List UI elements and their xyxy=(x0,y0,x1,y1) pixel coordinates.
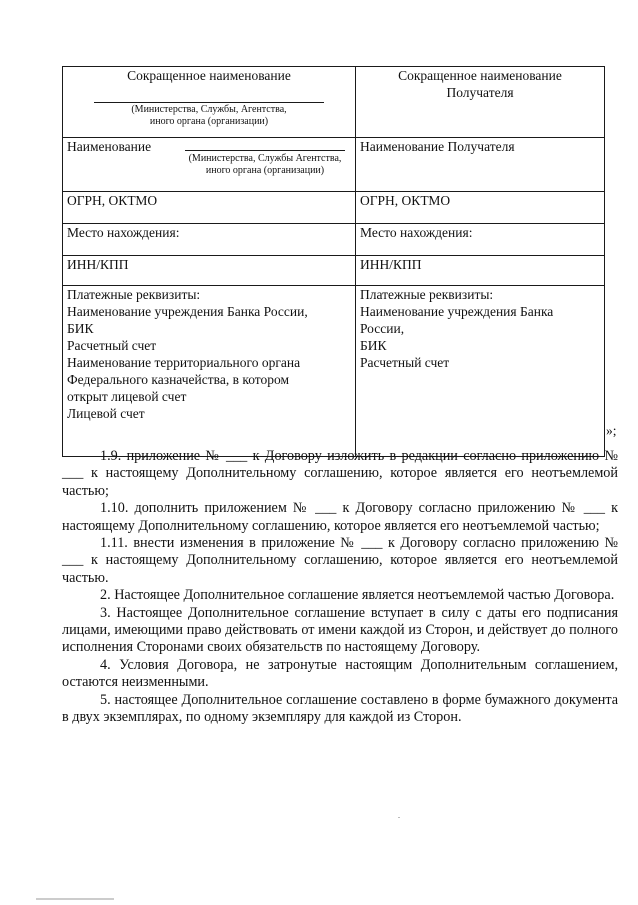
clause-2: 2. Настоящее Дополнительное соглашение является неотъемлемой частью Договора. xyxy=(100,587,615,604)
sender-payment-line: открыт лицевой счет xyxy=(67,389,187,404)
recipient-ogrn-label: ОГРН, ОКТМО xyxy=(360,193,451,208)
sender-payment-line: Лицевой счет xyxy=(67,406,145,421)
clause-1-11: 1.11. внести изменения в приложение № ___ к Договору согласно приложению № ___ к настоящему Дополнительному соглашению, которое является его неотъемлемой частью. xyxy=(62,535,618,586)
sender-payment-line: Платежные реквизиты: xyxy=(67,287,201,302)
sender-short-name-caption-1: (Министерства, Службы, Агентства, xyxy=(131,104,287,115)
table-row xyxy=(63,256,605,286)
recipient-location-cell xyxy=(356,224,605,256)
table-row xyxy=(63,192,605,224)
fill-in-line xyxy=(185,140,345,151)
sender-payment-line: Наименование учреждения Банка России, xyxy=(67,304,308,319)
sender-location-cell xyxy=(63,224,356,256)
recipient-payment-details-cell xyxy=(356,286,605,457)
fill-in-line xyxy=(94,92,324,103)
sender-payment-details-cell xyxy=(63,286,356,457)
recipient-location-label: Место нахождения: xyxy=(360,225,473,240)
recipient-inn-cell xyxy=(356,256,605,286)
table-row xyxy=(63,286,605,457)
requisites-table xyxy=(62,66,605,457)
scan-speck xyxy=(398,817,400,818)
sender-name-label: Наименование xyxy=(67,139,152,154)
recipient-payment-line: России, xyxy=(360,321,405,336)
sender-short-name-caption-2: иного органа (организации) xyxy=(149,116,269,127)
recipient-payment-line: БИК xyxy=(360,338,387,353)
sender-payment-line: Наименование территориального органа xyxy=(67,355,301,370)
sender-ogrn-cell xyxy=(63,192,356,224)
recipient-short-name-cell xyxy=(356,67,605,138)
sender-name-caption-1: (Министерства, Службы Агентства, xyxy=(188,153,342,164)
recipient-short-name-line-2: Получателя xyxy=(446,85,514,100)
table-row xyxy=(63,67,605,138)
sender-name-caption-2: иного органа (организации) xyxy=(205,165,325,176)
scan-edge-mark xyxy=(36,898,114,900)
recipient-ogrn-cell xyxy=(356,192,605,224)
recipient-name-cell xyxy=(356,138,605,192)
sender-short-name-cell xyxy=(63,67,356,138)
closing-quote: »; xyxy=(606,423,617,438)
clause-1-10: 1.10. дополнить приложением № ___ к Договору согласно приложению № ___ к настоящему Дополнительному соглашению, которое является его неотъемлемой частью; xyxy=(62,500,618,534)
sender-inn-label: ИНН/КПП xyxy=(67,257,129,272)
clause-4: 4. Условия Договора, не затронутые настоящим Дополнительным соглашением, остаются неизменными. xyxy=(62,656,618,691)
agreement-text xyxy=(62,448,618,727)
recipient-payment-line: Расчетный счет xyxy=(360,355,450,370)
sender-payment-line: БИК xyxy=(67,321,94,336)
recipient-name-label: Наименование Получателя xyxy=(360,139,515,154)
sender-name-cell xyxy=(63,138,356,192)
sender-location-label: Место нахождения: xyxy=(67,225,180,240)
recipient-payment-line: Наименование учреждения Банка xyxy=(360,304,554,319)
sender-inn-cell xyxy=(63,256,356,286)
sender-payment-line: Федерального казначейства, в котором xyxy=(67,372,290,387)
recipient-inn-label: ИНН/КПП xyxy=(360,257,422,272)
table-row xyxy=(63,224,605,256)
sender-payment-line: Расчетный счет xyxy=(67,338,157,353)
clause-5: 5. настоящее Дополнительное соглашение составлено в форме бумажного документа в двух экземплярах, по одному экземпляру для каждой из Сторон. xyxy=(62,691,618,726)
recipient-short-name-line-1: Сокращенное наименование xyxy=(398,68,562,83)
recipient-payment-line: Платежные реквизиты: xyxy=(360,287,494,302)
clause-1-9: 1.9. приложение № ___ к Договору изложить в редакции согласно приложению № ___ к настоящему Дополнительному соглашению, которое является его неотъемлемой частью; xyxy=(62,448,618,499)
table-row xyxy=(63,138,605,192)
sender-short-name-title: Сокращенное наименование xyxy=(127,68,291,83)
sender-ogrn-label: ОГРН, ОКТМО xyxy=(67,193,158,208)
clause-3: 3. Настоящее Дополнительное соглашение вступает в силу с даты его подписания лицами, имеющими право действовать от имени каждой из Сторон, и действует до полного исполнения Сторонами своих обязательств по настоящему Договору. xyxy=(62,604,618,656)
